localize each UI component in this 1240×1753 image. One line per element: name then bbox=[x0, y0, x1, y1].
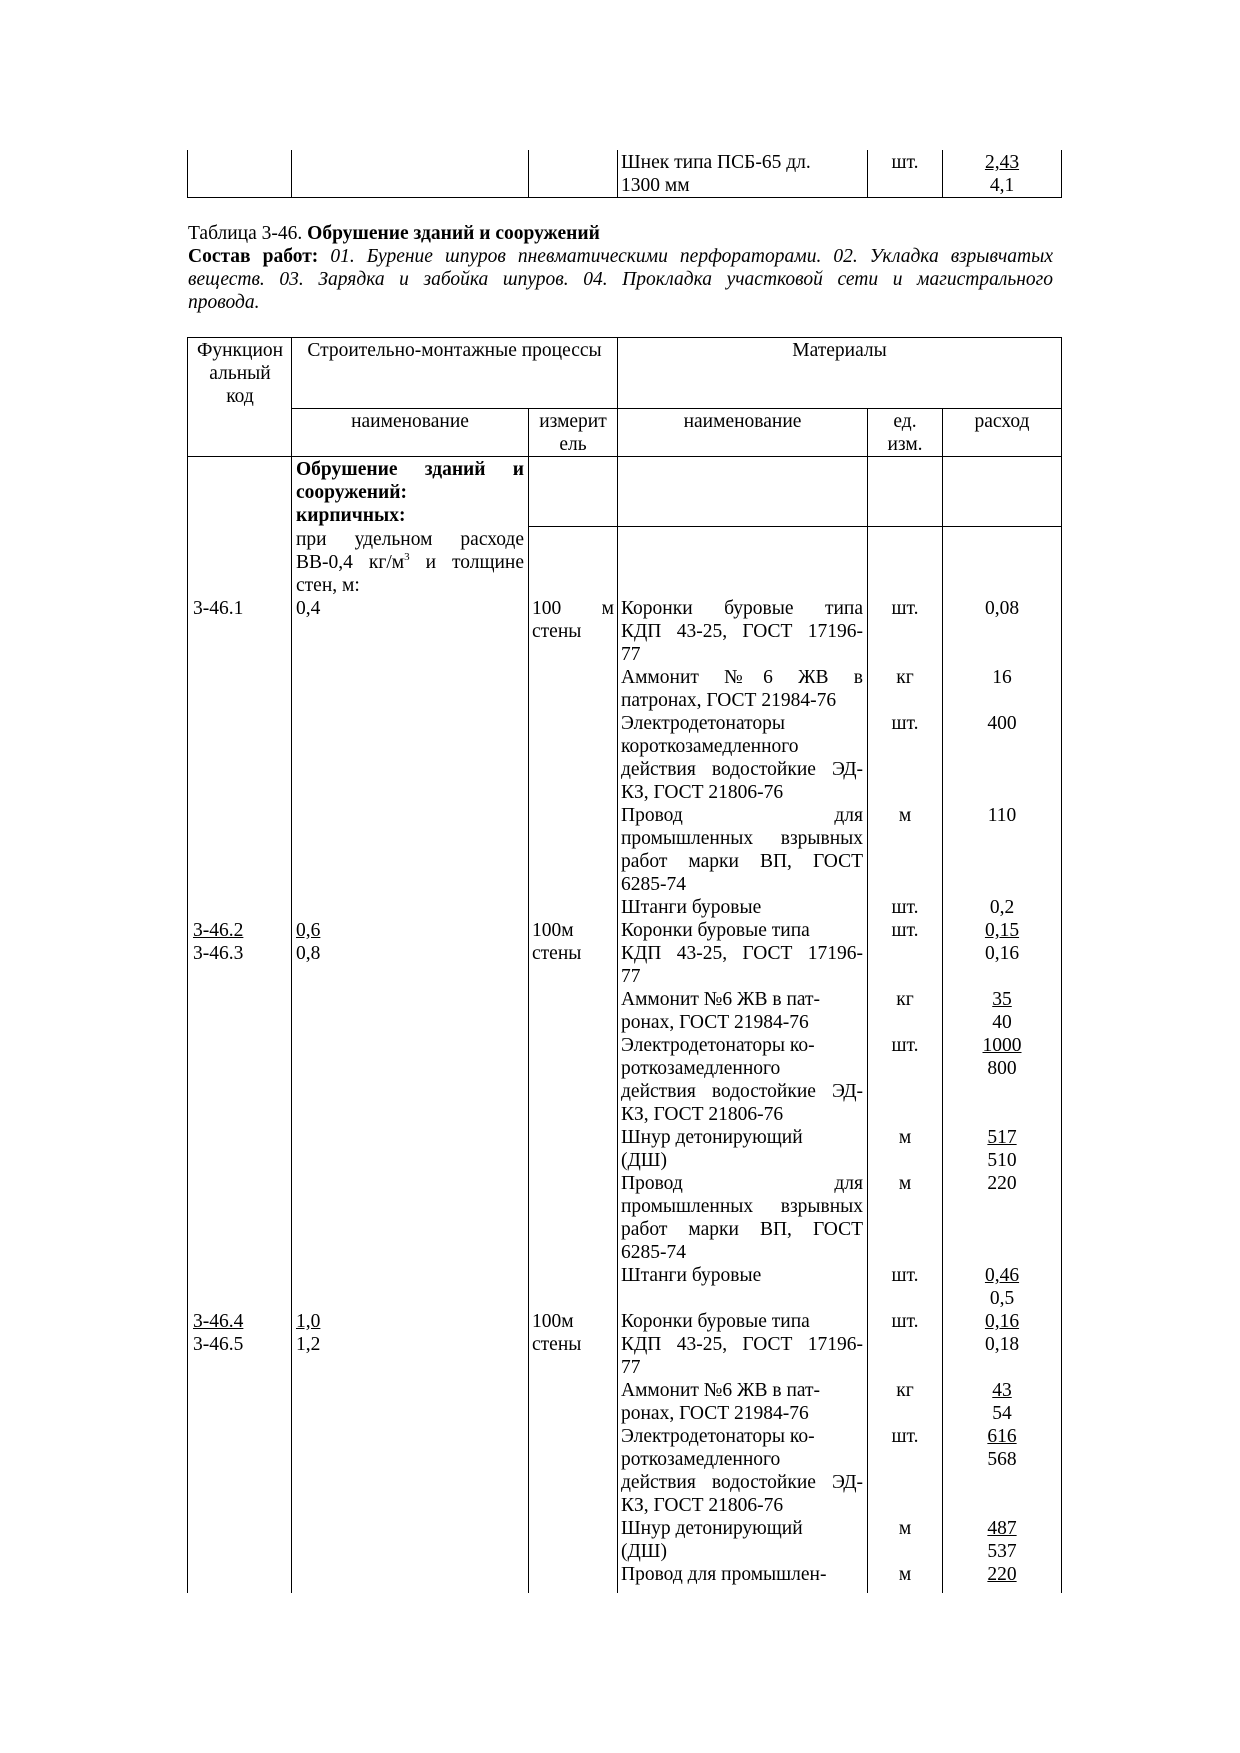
row-code-3-46-4-5: 3-46.4 3-46.5 bbox=[193, 1311, 244, 1355]
material-unit: шт. bbox=[891, 897, 919, 918]
material-rate: 400 bbox=[987, 713, 1017, 734]
material-rate: 1000 800 bbox=[982, 1035, 1022, 1079]
row-thickness-1-0-1-2: 1,0 1,2 bbox=[296, 1311, 321, 1355]
material-unit: кг bbox=[896, 989, 914, 1010]
material-unit: м bbox=[898, 1518, 912, 1539]
row-code-3-46-1: 3-46.1 bbox=[193, 598, 244, 619]
work-composition-line-3: провода. bbox=[188, 292, 260, 313]
material-unit: шт. bbox=[891, 1426, 919, 1447]
material-name: Провод для промышленных взрывных работ марки ВП, ГОСТ 6285-74 bbox=[621, 805, 863, 895]
table-border-matunit bbox=[942, 408, 943, 1593]
material-unit: м bbox=[898, 1173, 912, 1194]
material-name: Коронки буровые типа КДП 43-25, ГОСТ 17196- 77 bbox=[621, 1311, 863, 1378]
material-rate: 616 568 bbox=[987, 1426, 1017, 1470]
header-proc-name: наименование bbox=[351, 411, 469, 432]
frag-border-1 bbox=[291, 150, 292, 197]
frag-border-5 bbox=[942, 150, 943, 197]
frag-border-4 bbox=[867, 150, 868, 197]
header-processes: Строительно-монтажные процессы bbox=[307, 340, 602, 361]
table-caption bbox=[188, 222, 1053, 245]
frag-border-3 bbox=[617, 150, 618, 197]
table-border-matname bbox=[867, 408, 868, 1593]
material-rate: 35 40 bbox=[992, 989, 1012, 1033]
work-composition-line-1: 01. Бурение шпуров пневматическими перфораторами. 02. Укладка взрывчатых bbox=[318, 246, 1053, 267]
material-name: Аммонит №6 ЖВ в пат- ронах, ГОСТ 21984-76 bbox=[621, 1380, 821, 1424]
material-unit: шт. bbox=[891, 1035, 919, 1056]
table-border-top bbox=[187, 337, 1062, 338]
work-composition-label: Состав работ: bbox=[188, 246, 319, 267]
section-row-bottom bbox=[528, 526, 1062, 527]
row-thickness-0-4: 0,4 bbox=[296, 598, 321, 619]
frag-border-right bbox=[1061, 150, 1062, 197]
material-rate: 0,2 bbox=[989, 897, 1015, 918]
material-rate: 220 bbox=[987, 1173, 1017, 1194]
material-name: Штанги буровые bbox=[621, 1265, 762, 1286]
work-composition bbox=[188, 245, 1053, 314]
material-unit: м bbox=[898, 1127, 912, 1148]
row-unit-2: 100м стены bbox=[532, 920, 582, 964]
material-rate: 517 510 bbox=[987, 1127, 1017, 1171]
table-border-procunit bbox=[617, 337, 618, 1593]
row-code-3-46-2-3: 3-46.2 3-46.3 bbox=[193, 920, 244, 964]
material-name: Штанги буровые bbox=[621, 897, 762, 918]
header-materials: Материалы bbox=[792, 340, 887, 361]
material-rate: 0,16 0,18 bbox=[984, 1311, 1020, 1355]
material-rate: 0,46 0,5 bbox=[984, 1265, 1020, 1309]
table-border-code bbox=[291, 337, 292, 1593]
row-unit-1: 100 м стены bbox=[532, 598, 614, 642]
material-rate: 0,15 0,16 bbox=[984, 920, 1020, 964]
material-unit: шт. bbox=[891, 1311, 919, 1332]
material-name: Аммонит №6 ЖВ в патронах, ГОСТ 21984-76 bbox=[621, 667, 863, 711]
table-header-mid bbox=[291, 408, 1062, 409]
header-mat-unit: ед. изм. bbox=[887, 411, 923, 455]
frag-material-rate: 2,43 4,1 bbox=[984, 152, 1020, 196]
material-rate: 16 bbox=[992, 667, 1012, 688]
material-unit: м bbox=[898, 1564, 912, 1585]
header-mat-name: наименование bbox=[683, 411, 802, 432]
section-title: Обрушение зданий и сооружений: кирпичных: bbox=[296, 459, 524, 526]
material-unit: шт. bbox=[891, 598, 919, 619]
table-header-bottom bbox=[187, 456, 1062, 457]
table-border-left bbox=[187, 337, 188, 1593]
table-caption-prefix: Таблица 3-46. bbox=[188, 223, 308, 244]
material-name: Провод для промышлен- bbox=[621, 1564, 827, 1585]
section-note: при удельном расходе ВВ-0,4 $кг/м^3$ и толщине стен, м: bbox=[296, 529, 524, 596]
material-rate: 487 537 bbox=[987, 1518, 1017, 1562]
material-name: Аммонит №6 ЖВ в пат- ронах, ГОСТ 21984-76 bbox=[621, 989, 821, 1033]
table-caption-title: Обрушение зданий и сооружений bbox=[307, 223, 600, 244]
material-rate: 43 54 bbox=[992, 1380, 1012, 1424]
material-unit: шт. bbox=[891, 920, 919, 941]
frag-border-2 bbox=[528, 150, 529, 197]
header-code: Функцион альный код bbox=[196, 340, 284, 407]
material-name: Электродетонаторы короткозамедленного действия водостойкие ЭД- КЗ, ГОСТ 21806-76 bbox=[621, 713, 863, 803]
table-border-procname bbox=[528, 408, 529, 1593]
work-composition-line-2: веществ. 03. Зарядка и забойка шпуров. 04. Прокладка участковой сети и магистрального bbox=[188, 269, 1053, 290]
frag-material-name: Шнек типа ПСБ-65 дл. 1300 мм bbox=[621, 152, 811, 196]
material-name: Шнур детонирующий (ДШ) bbox=[621, 1518, 803, 1562]
material-unit: кг bbox=[896, 667, 914, 688]
material-name: Провод для промышленных взрывных работ марки ВП, ГОСТ 6285-74 bbox=[621, 1173, 863, 1263]
material-name: Электродетонаторы ко- роткозамедленного действия водостойкие ЭД- КЗ, ГОСТ 21806-76 bbox=[621, 1035, 863, 1125]
frag-material-unit: шт. bbox=[891, 152, 919, 173]
material-rate: 220 bbox=[987, 1564, 1017, 1585]
row-thickness-0-6-0-8: 0,6 0,8 bbox=[296, 920, 321, 964]
material-unit: кг bbox=[896, 1380, 914, 1401]
header-proc-unit: измерит ель bbox=[539, 411, 607, 455]
material-rate: 110 bbox=[987, 805, 1017, 826]
material-rate: 0,08 bbox=[984, 598, 1020, 619]
table-border-right bbox=[1061, 337, 1062, 1593]
material-unit: м bbox=[898, 805, 912, 826]
frag-border-left bbox=[187, 150, 188, 197]
header-mat-rate: расход bbox=[974, 411, 1030, 432]
material-name: Шнур детонирующий (ДШ) bbox=[621, 1127, 803, 1171]
row-unit-3: 100м стены bbox=[532, 1311, 582, 1355]
material-unit: шт. bbox=[891, 713, 919, 734]
material-name: Коронки буровые типа КДП 43-25, ГОСТ 17196- 77 bbox=[621, 598, 863, 665]
frag-border-bottom bbox=[187, 197, 1062, 198]
material-unit: шт. bbox=[891, 1265, 919, 1286]
material-name: Электродетонаторы ко- роткозамедленного действия водостойкие ЭД- КЗ, ГОСТ 21806-76 bbox=[621, 1426, 863, 1516]
material-name: Коронки буровые типа КДП 43-25, ГОСТ 17196- 77 bbox=[621, 920, 863, 987]
